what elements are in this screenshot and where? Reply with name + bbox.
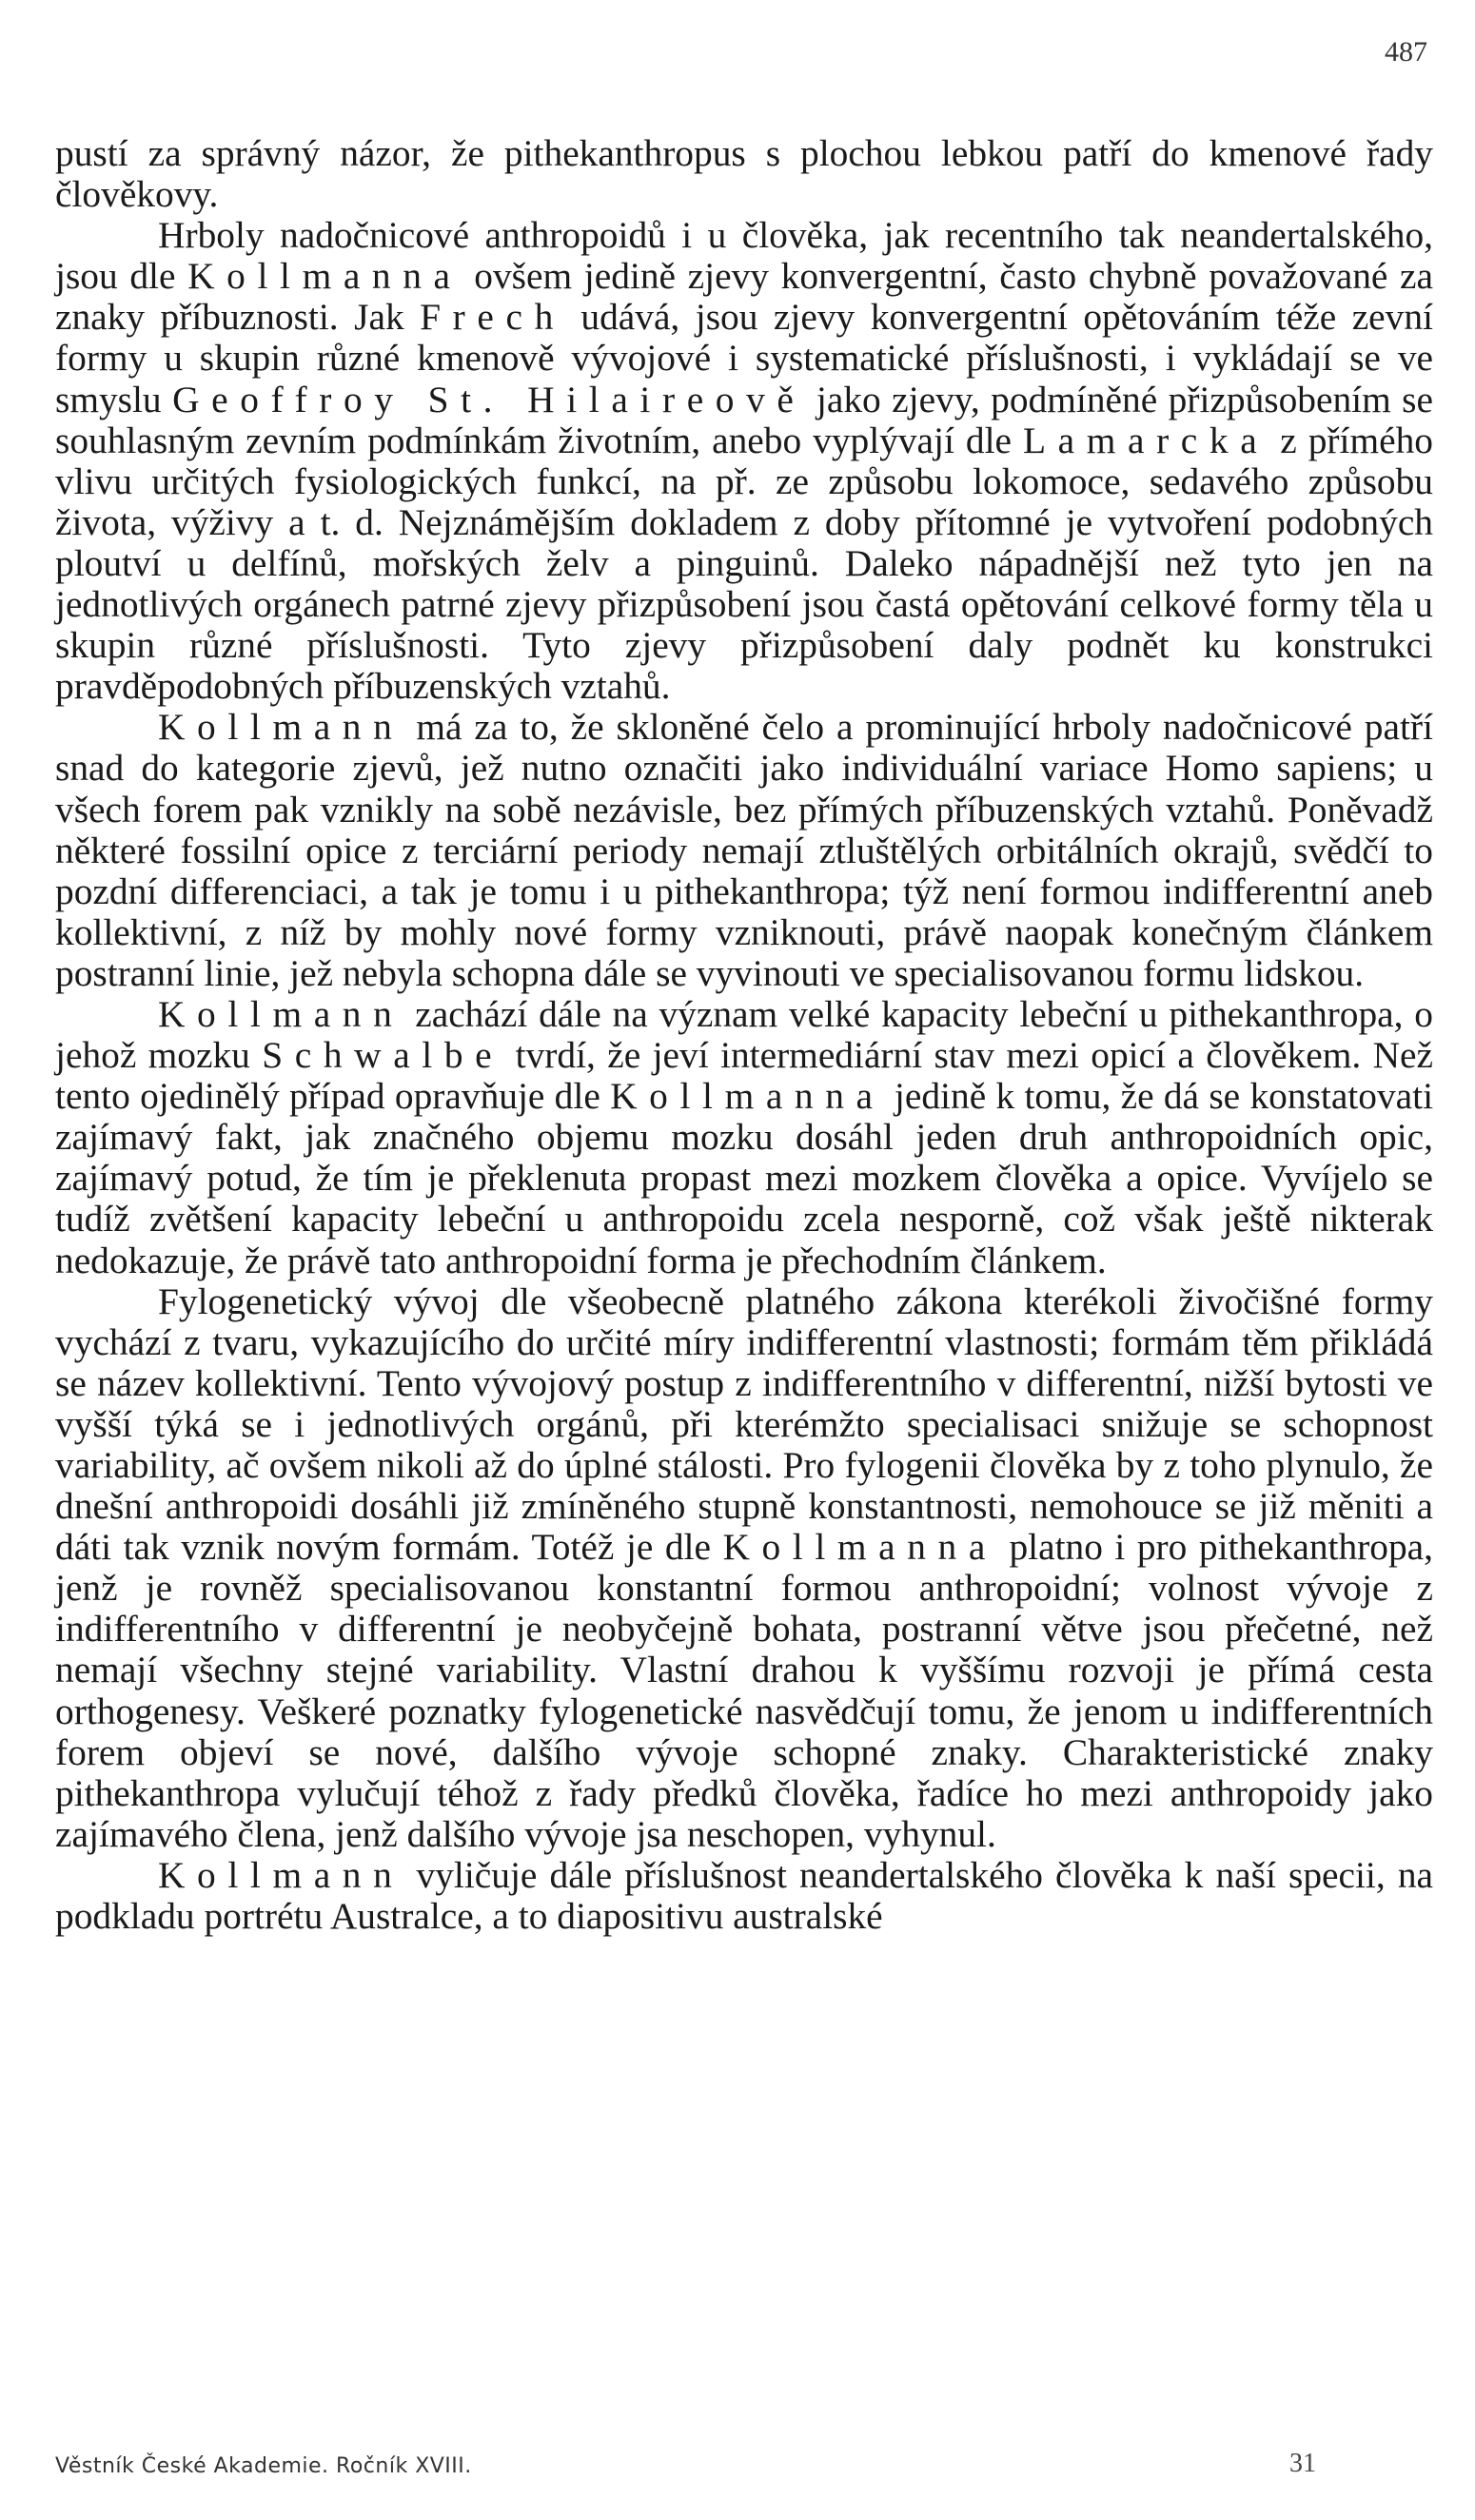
text-run: tvrdí, že jeví intermediární stav mezi opicí a člověkem. Než tento ojedinělý případ opravňuje dle — [55, 1034, 1433, 1118]
author-name: Kollmann — [158, 706, 404, 749]
text-run: pustí za správný názor, že pithekanthropus s plochou lebkou patří do kmenové řady člověkovy. — [55, 132, 1433, 216]
text-run: má za to, že skloněné čelo a prominující hrboly nadočnicové patří snad do kategorie zjevů, jež nutno označiti jako individuální variace Homo sapiens; u všech forem pak vznikly na sobě nezávisle, bez přímých příbuzenských vztahů. Poněvadž některé fossilní opice z terciární periody nemají ztluštělých orbitálních okrajů, svědčí to pozdní differenciaci, a tak je tomu i u pithekanthropa; týž není formou indifferentní aneb kollektivní, z níž by mohly nové formy vzniknouti, právě naopak konečným článkem postranní linie, jež nebyla schopna dále se vyvinouti ve specialisovanou formu lidskou. — [55, 706, 1433, 994]
author-name: Schwalbe — [262, 1034, 504, 1077]
signature-mark: 31 — [1289, 2449, 1316, 2478]
text-run: ovšem jedině zjevy konvergentní, často chybně považované za znaky příbuznosti. Jak — [55, 255, 1433, 339]
body-text — [55, 133, 1433, 1937]
author-name: Kollmanna — [610, 1075, 885, 1118]
paragraph — [55, 707, 1433, 994]
author-name: Kollmanna — [187, 255, 462, 298]
author-name: Kollmanna — [722, 1526, 997, 1569]
paragraph — [55, 1281, 1433, 1855]
text-run: z přímého vlivu určitých fysiologických funkcí, na př. ze způsobu lokomoce, sedavého způsobu života, výživy a t. d. Nejznámějším dokladem z doby přítomné je vytvoření podobných ploutví u delfínů, mořských želv a pinguinů. Daleko nápadnější než tyto jen na jednotlivých orgánech patrné zjevy přizpůsobení jsou častá opětování celkové formy těla u skupin různé příslušnosti. Tyto zjevy přizpůsobení daly podnět ku konstrukci pravděpodobných příbuzenských vztahů. — [55, 419, 1433, 708]
author-name: Frech — [420, 296, 565, 339]
paragraph — [55, 215, 1433, 707]
text-run: zachází dále na význam velké kapacity lebeční u pithekanthropa, o jehož mozku — [55, 992, 1433, 1077]
text-run: Fylogenetický vývoj dle všeobecně platného zákona kterékoli živočišné formy vychází z tvaru, vykazujícího do určité míry indifferentní vlastnosti; formám těm přikládá se název kollektivní. Tento vývojový postup z indifferentního v differentní, nižší bytosti ve vyšší týká se i jednotlivých orgánů, při kterémžto specialisaci snižuje se schopnost variability, ač ovšem nikoli až do úplné stálosti. Pro fylogenii člověka by z toho plynulo, že dnešní anthropoidi dosáhli již zmíněného stupně konstantnosti, nemohouce se již měniti a dáti tak vznik novým formám. Totéž je dle — [55, 1280, 1433, 1569]
author-name: Lamarcka — [1022, 419, 1269, 461]
paragraph — [55, 1855, 1433, 1937]
author-name: Geoffroy St. Hilaireově — [172, 378, 806, 420]
paragraph — [55, 994, 1433, 1281]
text-run: jedině k tomu, že dá se konstatovati zajímavý fakt, jak značného objemu mozku dosáhl jeden druh anthropoidních opic, zajímavý potud, že tím je překlenuta propast mezi mozkem člověka a opice. Vyvíjelo se tudíž zvětšení kapacity lebeční u anthropoidu zcela nesporně, což však ještě nikterak nedokazuje, že právě tato anthropoidní forma je přechodním článkem. — [55, 1075, 1434, 1281]
text-run: udává, jsou zjevy konvergentní opětováním téže zevní formy u skupin různé kmenově vývojové i systematické příslušnosti, i vykládají se ve smyslu — [55, 296, 1433, 420]
text-run: vyličuje dále příslušnost neandertalského člověka k naší specii, na podkladu portrétu Australce, a to diapositivu australské — [55, 1853, 1433, 1938]
journal-footer: Věstník České Akademie. Ročník XVIII. — [55, 2454, 472, 2478]
text-run: platno i pro pithekanthropa, jenž je rovněž specialisovanou konstantní formou anthropoidní; volnost vývoje z indifferentního v differentní je neobyčejně bohata, postranní větve jsou přečetné, než nemají všechny stejné variability. Vlastní drahou k vyššímu rozvoji je přímá cesta orthogenesy. Veškeré poznatky fylogenetické nasvědčují tomu, že jenom u indifferentních forem objeví se nové, dalšího vývoje schopné znaky. Charakteristické znaky pithekanthropa vylučují téhož z řady předků člověka, řadíce ho mezi anthropoidy jako zajímavého člena, jenž dalšího vývoje jsa neschopen, vyhynul. — [55, 1526, 1433, 1855]
page-number: 487 — [1385, 36, 1427, 68]
author-name: Kollmann — [158, 992, 404, 1035]
author-name: Kollmann — [158, 1853, 404, 1896]
text-run: jako zjevy, podmíněné přizpůsobením se souhlasným zevním podmínkám životním, anebo vyplývají dle — [55, 378, 1433, 461]
text-run: Hrboly nadočnicové anthropoidů i u člověka, jak recentního tak neandertalského, jsou dle — [55, 214, 1433, 298]
paragraph — [55, 133, 1433, 215]
